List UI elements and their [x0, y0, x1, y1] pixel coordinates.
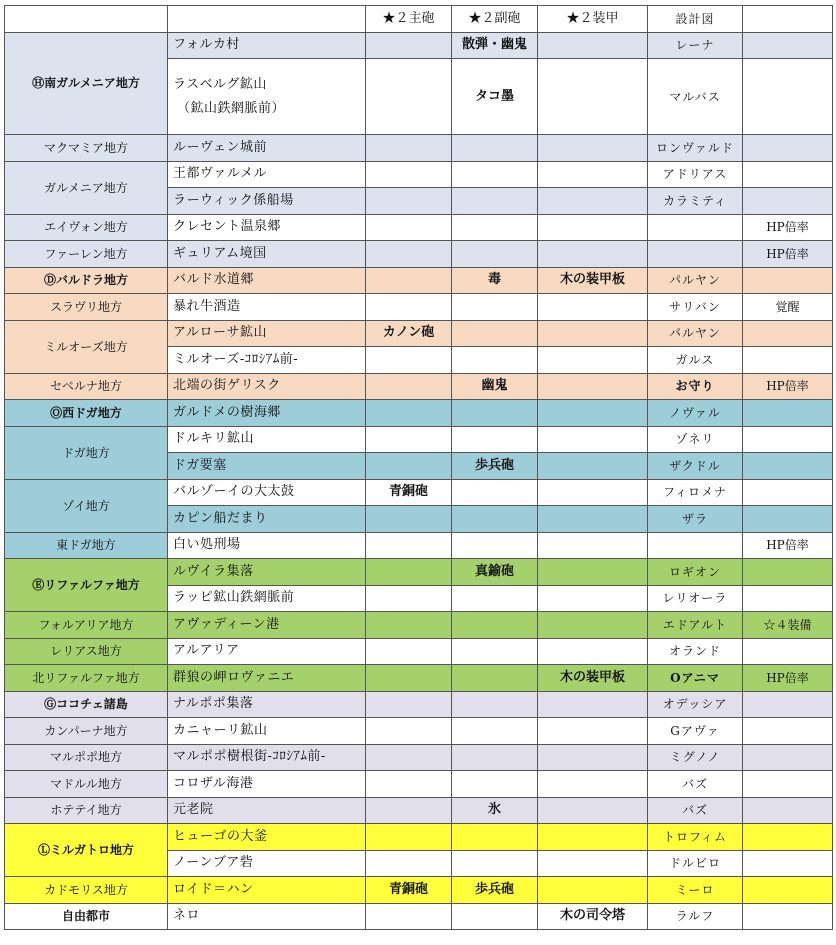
main-gun-cell: [366, 718, 452, 745]
main-gun-cell: [366, 241, 452, 268]
location-cell: ネロ: [168, 903, 366, 930]
main-gun-cell: [366, 612, 452, 639]
location-cell: ラッピ鉱山鉄網脈前: [168, 585, 366, 612]
blueprint-cell: ラルフ: [648, 903, 743, 930]
location-cell: アルアリア: [168, 638, 366, 665]
table-row: [5, 612, 833, 639]
location-cell: カピン船だまり: [168, 506, 366, 533]
location-cell: ナルポポ集落: [168, 691, 366, 718]
location-cell: ガルドメの樹海郷: [168, 400, 366, 427]
table-row: [5, 373, 833, 400]
table-row: [5, 320, 833, 347]
location-cell: ノーンブア砦: [168, 850, 366, 877]
main-gun-cell: [366, 453, 452, 480]
main-gun-cell: [366, 32, 452, 59]
main-gun-cell: [366, 638, 452, 665]
sub-gun-cell: [452, 188, 538, 215]
blueprint-cell: ロギオン: [648, 559, 743, 586]
location-cell: アヴァディーン港: [168, 612, 366, 639]
note-cell: [743, 506, 833, 533]
main-gun-cell: [366, 771, 452, 798]
sub-gun-cell: [452, 771, 538, 798]
region-cell: Ⓖココチェ諸島: [5, 691, 168, 718]
note-cell: [743, 771, 833, 798]
region-cell: ミルオーズ地方: [5, 320, 168, 373]
sub-gun-cell: [452, 426, 538, 453]
main-gun-cell: [366, 797, 452, 824]
blueprint-cell: マルバス: [648, 59, 743, 135]
main-gun-cell: [366, 903, 452, 930]
region-cell: マクマミア地方: [5, 135, 168, 162]
location-cell: バルゾーイの大太鼓: [168, 479, 366, 506]
location-cell: フォルカ村: [168, 32, 366, 59]
armor-cell: [538, 877, 648, 904]
blueprint-cell: オランド: [648, 638, 743, 665]
note-cell: [743, 744, 833, 771]
sub-gun-cell: [452, 479, 538, 506]
sub-gun-cell: 散弾・幽鬼: [452, 32, 538, 59]
location-cell: ルヴイラ集落: [168, 559, 366, 586]
header-main-gun-cell: ★２主砲: [366, 6, 452, 33]
header-blueprint-cell: 設計図: [648, 6, 743, 33]
main-gun-cell: [366, 824, 452, 851]
table-row: [5, 214, 833, 241]
sub-gun-cell: [452, 214, 538, 241]
sub-gun-cell: [452, 294, 538, 321]
region-cell: マドルル地方: [5, 771, 168, 798]
sub-gun-cell: [452, 241, 538, 268]
note-cell: [743, 426, 833, 453]
header-sub-gun-cell: ★２副砲: [452, 6, 538, 33]
main-gun-cell: [366, 135, 452, 162]
sub-gun-cell: [452, 161, 538, 188]
armor-cell: [538, 188, 648, 215]
armor-cell: [538, 32, 648, 59]
note-cell: [743, 347, 833, 374]
note-cell: [743, 797, 833, 824]
sub-gun-cell: 幽鬼: [452, 373, 538, 400]
note-cell: [743, 161, 833, 188]
armor-cell: [538, 347, 648, 374]
region-cell: 東ドガ地方: [5, 532, 168, 559]
table-row: [5, 744, 833, 771]
main-gun-cell: [366, 400, 452, 427]
armor-cell: [538, 161, 648, 188]
blueprint-cell: バズ: [648, 771, 743, 798]
main-gun-cell: [366, 161, 452, 188]
note-cell: HP倍率: [743, 214, 833, 241]
region-cell: エイヴォン地方: [5, 214, 168, 241]
location-cell: ルーヴェン城前: [168, 135, 366, 162]
blueprint-cell: [648, 241, 743, 268]
blueprint-cell: サリバン: [648, 294, 743, 321]
location-cell: マルポポ樹根街-ｺﾛｼｱﾑ前-: [168, 744, 366, 771]
region-cell: スラヴリ地方: [5, 294, 168, 321]
blueprint-cell: パルヤン: [648, 267, 743, 294]
sub-gun-cell: 毒: [452, 267, 538, 294]
blueprint-cell: バズ: [648, 797, 743, 824]
sub-gun-cell: [452, 532, 538, 559]
main-gun-cell: [366, 267, 452, 294]
blueprint-cell: アドリアス: [648, 161, 743, 188]
armor-cell: [538, 453, 648, 480]
header-note-cell: [743, 6, 833, 33]
location-subname: （鉱山鉄網脈前）: [177, 100, 286, 116]
sub-gun-cell: [452, 903, 538, 930]
table-row: [5, 400, 833, 427]
region-cell: フォルアリア地方: [5, 612, 168, 639]
location-cell: [168, 59, 366, 135]
table-row: [5, 559, 833, 586]
sub-gun-cell: [452, 638, 538, 665]
location-cell: ドルキリ鉱山: [168, 426, 366, 453]
blueprint-cell: お守り: [648, 373, 743, 400]
main-gun-cell: [366, 347, 452, 374]
note-cell: HP倍率: [743, 532, 833, 559]
region-cell: ゾイ地方: [5, 479, 168, 532]
main-gun-cell: [366, 506, 452, 533]
table-body: [5, 6, 833, 930]
armor-cell: [538, 612, 648, 639]
region-cell: レリアス地方: [5, 638, 168, 665]
main-gun-cell: [366, 532, 452, 559]
table-row: [5, 771, 833, 798]
table-row: [5, 479, 833, 506]
note-cell: HP倍率: [743, 241, 833, 268]
location-cell: ミルオーズ-ｺﾛｼｱﾑ前-: [168, 347, 366, 374]
region-cell: Ⓔリファルファ地方: [5, 559, 168, 612]
region-cell: Ⓛミルガトロ地方: [5, 824, 168, 877]
armor-cell: [538, 506, 648, 533]
location-cell: 元老院: [168, 797, 366, 824]
note-cell: [743, 59, 833, 135]
sub-gun-cell: 氷: [452, 797, 538, 824]
note-cell: [743, 877, 833, 904]
note-cell: [743, 479, 833, 506]
blueprint-cell: Oアニマ: [648, 665, 743, 692]
region-cell: ファーレン地方: [5, 241, 168, 268]
region-equipment-table: [4, 5, 833, 930]
main-gun-cell: [366, 214, 452, 241]
region-cell: セベルナ地方: [5, 373, 168, 400]
location-cell: ギュリアム境国: [168, 241, 366, 268]
note-cell: [743, 718, 833, 745]
armor-cell: [538, 373, 648, 400]
blueprint-cell: オデッシア: [648, 691, 743, 718]
location-cell: 暴れ牛酒造: [168, 294, 366, 321]
sub-gun-cell: [452, 320, 538, 347]
sub-gun-cell: タコ墨: [452, 59, 538, 135]
location-cell: 群狼の岬ロヴァニエ: [168, 665, 366, 692]
blueprint-cell: ロンヴァルド: [648, 135, 743, 162]
region-cell: Ⓞ西ドガ地方: [5, 400, 168, 427]
armor-cell: [538, 479, 648, 506]
armor-cell: [538, 532, 648, 559]
location-cell: ドガ要塞: [168, 453, 366, 480]
armor-cell: [538, 241, 648, 268]
sub-gun-cell: [452, 691, 538, 718]
note-cell: [743, 188, 833, 215]
table-row: [5, 797, 833, 824]
table-row: [5, 241, 833, 268]
location-cell: アルローサ鉱山: [168, 320, 366, 347]
sub-gun-cell: [452, 744, 538, 771]
armor-cell: [538, 59, 648, 135]
sub-gun-cell: [452, 585, 538, 612]
blueprint-cell: Gアヴァ: [648, 718, 743, 745]
note-cell: [743, 638, 833, 665]
note-cell: [743, 453, 833, 480]
table-row: [5, 824, 833, 851]
armor-cell: [538, 771, 648, 798]
armor-cell: [538, 718, 648, 745]
table-row: [5, 691, 833, 718]
note-cell: [743, 585, 833, 612]
table-row: [5, 665, 833, 692]
armor-cell: [538, 135, 648, 162]
header-row: [5, 6, 833, 33]
table-row: [5, 135, 833, 162]
region-cell: Ⓗ南ガルメニア地方: [5, 32, 168, 135]
region-cell: ホテテイ地方: [5, 797, 168, 824]
sub-gun-cell: [452, 850, 538, 877]
location-cell: コロザル海港: [168, 771, 366, 798]
note-cell: [743, 824, 833, 851]
table-row: [5, 161, 833, 188]
location-cell: 白い処刑場: [168, 532, 366, 559]
armor-cell: [538, 585, 648, 612]
region-cell: 北リファルファ地方: [5, 665, 168, 692]
blueprint-cell: トロフィム: [648, 824, 743, 851]
note-cell: [743, 903, 833, 930]
blueprint-cell: ノヴァル: [648, 400, 743, 427]
sub-gun-cell: [452, 665, 538, 692]
region-cell: ガルメニア地方: [5, 161, 168, 214]
blueprint-cell: フィロメナ: [648, 479, 743, 506]
armor-cell: [538, 400, 648, 427]
location-cell: カニャーリ鉱山: [168, 718, 366, 745]
blueprint-cell: ザクドル: [648, 453, 743, 480]
armor-cell: [538, 638, 648, 665]
main-gun-cell: [366, 188, 452, 215]
main-gun-cell: 青銅砲: [366, 877, 452, 904]
sub-gun-cell: 歩兵砲: [452, 453, 538, 480]
note-cell: [743, 850, 833, 877]
blueprint-cell: レーナ: [648, 32, 743, 59]
main-gun-cell: [366, 850, 452, 877]
header-location-cell: [168, 6, 366, 33]
blueprint-cell: ザラ: [648, 506, 743, 533]
armor-cell: [538, 824, 648, 851]
location-name: ラスベルグ鉱山: [173, 76, 267, 92]
main-gun-cell: [366, 665, 452, 692]
sub-gun-cell: [452, 400, 538, 427]
armor-cell: [538, 214, 648, 241]
note-cell: [743, 135, 833, 162]
region-cell: カンパーナ地方: [5, 718, 168, 745]
armor-cell: [538, 691, 648, 718]
sub-gun-cell: [452, 506, 538, 533]
table-row: [5, 294, 833, 321]
blueprint-cell: ミーロ: [648, 877, 743, 904]
main-gun-cell: [366, 294, 452, 321]
armor-cell: [538, 850, 648, 877]
note-cell: HP倍率: [743, 373, 833, 400]
region-cell: マルポポ地方: [5, 744, 168, 771]
note-cell: [743, 559, 833, 586]
note-cell: [743, 267, 833, 294]
blueprint-cell: レリオーラ: [648, 585, 743, 612]
sub-gun-cell: [452, 612, 538, 639]
blueprint-cell: パルヤン: [648, 320, 743, 347]
location-cell: 北端の街ゲリスク: [168, 373, 366, 400]
note-cell: [743, 691, 833, 718]
table-row: [5, 877, 833, 904]
blueprint-cell: ドルビロ: [648, 850, 743, 877]
table-row: [5, 903, 833, 930]
blueprint-cell: ゾネリ: [648, 426, 743, 453]
armor-cell: [538, 797, 648, 824]
region-cell: ドガ地方: [5, 426, 168, 479]
location-cell: クレセント温泉郷: [168, 214, 366, 241]
main-gun-cell: カノン砲: [366, 320, 452, 347]
header-region-cell: [5, 6, 168, 33]
note-cell: [743, 400, 833, 427]
main-gun-cell: [366, 59, 452, 135]
location-cell: バルド水道郷: [168, 267, 366, 294]
main-gun-cell: [366, 585, 452, 612]
sub-gun-cell: [452, 824, 538, 851]
table-row: [5, 532, 833, 559]
note-cell: [743, 320, 833, 347]
table-row: [5, 638, 833, 665]
table-row: [5, 426, 833, 453]
main-gun-cell: 青銅砲: [366, 479, 452, 506]
armor-cell: [538, 559, 648, 586]
armor-cell: 木の装甲板: [538, 267, 648, 294]
armor-cell: 木の装甲板: [538, 665, 648, 692]
blueprint-cell: エドアルト: [648, 612, 743, 639]
main-gun-cell: [366, 559, 452, 586]
armor-cell: [538, 320, 648, 347]
main-gun-cell: [366, 691, 452, 718]
main-gun-cell: [366, 373, 452, 400]
blueprint-cell: ミグノノ: [648, 744, 743, 771]
main-gun-cell: [366, 426, 452, 453]
armor-cell: [538, 294, 648, 321]
blueprint-cell: ガルス: [648, 347, 743, 374]
sub-gun-cell: 真鍮砲: [452, 559, 538, 586]
note-cell: 覚醒: [743, 294, 833, 321]
blueprint-cell: [648, 214, 743, 241]
armor-cell: [538, 744, 648, 771]
location-cell: ラーウィック係船場: [168, 188, 366, 215]
main-gun-cell: [366, 744, 452, 771]
table-row: [5, 267, 833, 294]
armor-cell: 木の司令塔: [538, 903, 648, 930]
sub-gun-cell: [452, 347, 538, 374]
table-row: [5, 718, 833, 745]
note-cell: HP倍率: [743, 665, 833, 692]
sub-gun-cell: [452, 718, 538, 745]
blueprint-cell: カラミティ: [648, 188, 743, 215]
blueprint-cell: [648, 532, 743, 559]
note-cell: [743, 32, 833, 59]
region-cell: 自由都市: [5, 903, 168, 930]
sub-gun-cell: 歩兵砲: [452, 877, 538, 904]
header-armor-cell: ★２装甲: [538, 6, 648, 33]
location-cell: ロイド＝ハン: [168, 877, 366, 904]
location-cell: ヒューゴの大釜: [168, 824, 366, 851]
region-cell: カドモリス地方: [5, 877, 168, 904]
table-row: [5, 32, 833, 59]
region-cell: Ⓓバルドラ地方: [5, 267, 168, 294]
sub-gun-cell: [452, 135, 538, 162]
location-cell: 王都ヴァルメル: [168, 161, 366, 188]
note-cell: ☆４装備: [743, 612, 833, 639]
armor-cell: [538, 426, 648, 453]
